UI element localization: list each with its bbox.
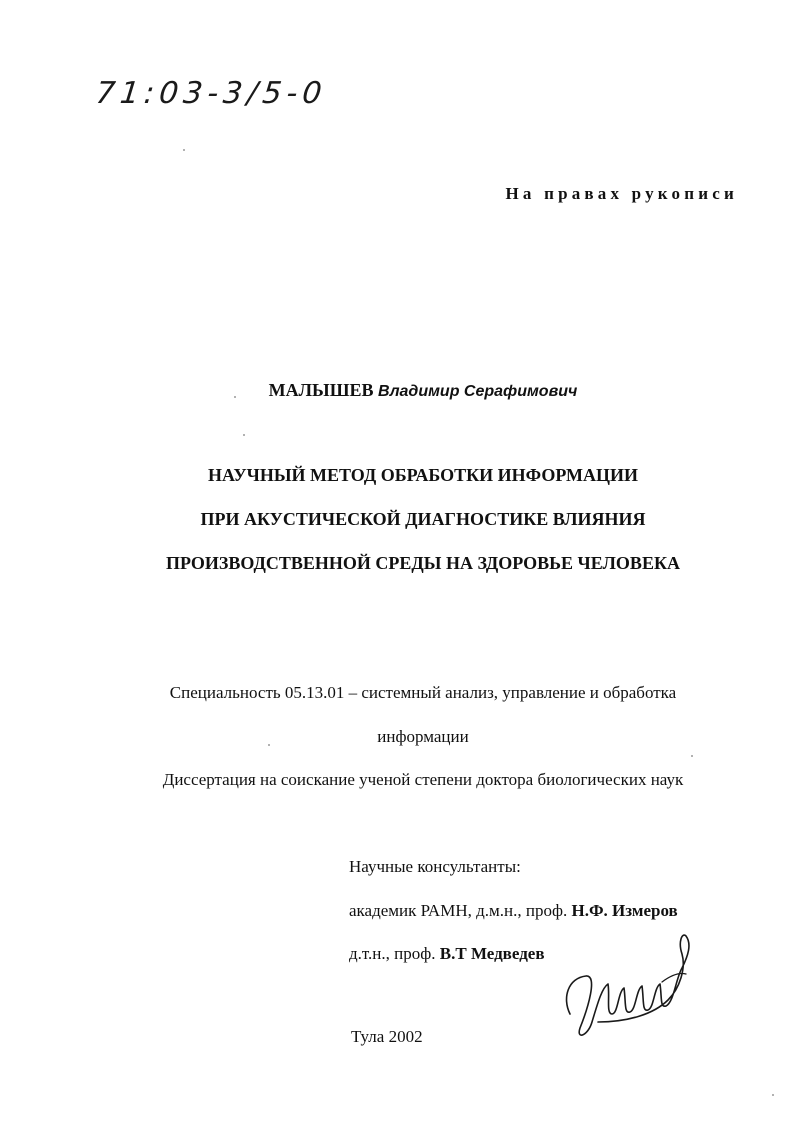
consultant-1-name: Н.Ф. Измеров: [571, 901, 678, 920]
author-name: [0, 380, 793, 401]
rights-note: На правах рукописи: [505, 184, 738, 203]
scan-speck: [268, 744, 270, 746]
city-and-year: Тула 2002: [351, 1027, 423, 1046]
consultants-heading: Научные консультанты:: [349, 857, 521, 876]
specialty-line: Специальность 05.13.01 – системный анализ, управление и обработка: [169, 683, 677, 702]
scan-speck: [234, 396, 236, 398]
consultant-2: [349, 944, 545, 964]
handwritten-signature: [558, 918, 708, 1048]
specialty-line-continued: информации: [377, 727, 469, 746]
consultant-1-titles: академик РАМН, д.м.н., проф.: [349, 901, 568, 920]
author-given-names: Владимир Серафимович: [378, 383, 578, 400]
degree-line: Диссертация на соискание ученой степени доктора биологических наук: [162, 770, 684, 789]
scan-speck: [183, 149, 185, 151]
scan-speck: [243, 434, 245, 436]
scan-speck: [691, 755, 693, 757]
thesis-title-line-1: НАУЧНЫЙ МЕТОД ОБРАБОТКИ ИНФОРМАЦИИ: [207, 465, 639, 485]
scan-speck: [772, 1094, 774, 1096]
thesis-title-line-2: ПРИ АКУСТИЧЕСКОЙ ДИАГНОСТИКЕ ВЛИЯНИЯ: [200, 509, 646, 529]
author-surname: МАЛЫШЕВ: [268, 380, 374, 400]
consultant-2-name: В.Т Медведев: [439, 944, 545, 963]
archive-code-handwritten: 71:03-3/5-0: [94, 76, 329, 111]
consultant-2-titles: д.т.н., проф.: [349, 944, 436, 963]
thesis-title-line-3: ПРОИЗВОДСТВЕННОЙ СРЕДЫ НА ЗДОРОВЬЕ ЧЕЛОВЕКА: [165, 553, 680, 573]
